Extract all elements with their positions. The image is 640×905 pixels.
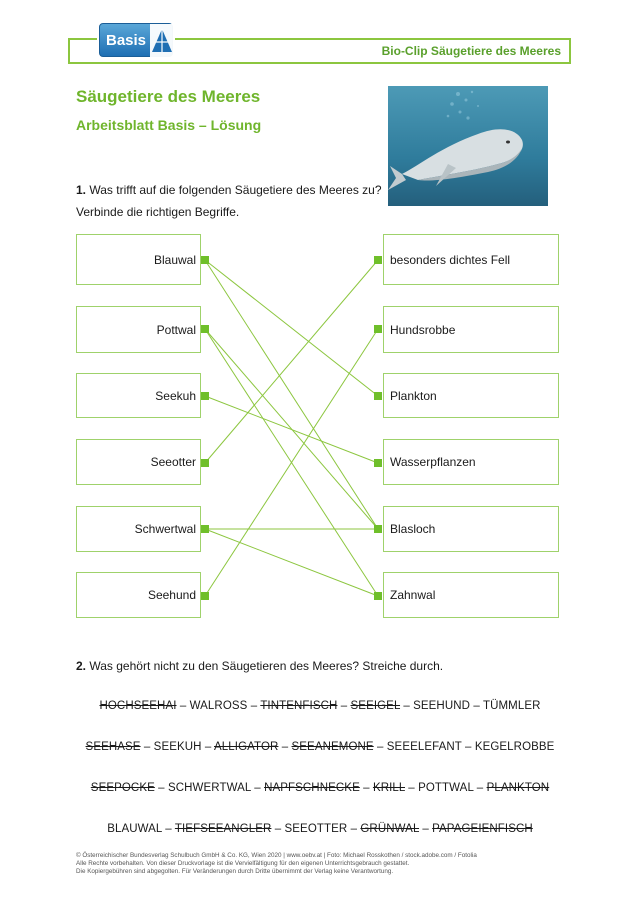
word-crossed-out[interactable]: TIEFSEEANGLER bbox=[174, 823, 272, 835]
word-crossed-out[interactable]: HOCHSEEHAI bbox=[99, 700, 177, 712]
word-separator: – bbox=[247, 700, 261, 712]
right-connector-dot[interactable] bbox=[374, 256, 382, 264]
left-label: Blauwal bbox=[153, 252, 196, 267]
word-kept[interactable]: SEEHUND bbox=[413, 700, 471, 712]
right-connector-dot[interactable] bbox=[374, 392, 382, 400]
task1-line1: Was trifft auf die folgenden Säugetiere des Meeres zu? bbox=[89, 183, 382, 197]
word-separator: – bbox=[271, 823, 285, 835]
task2-text: Was gehört nicht zu den Säugetieren des Meeres? Streiche durch. bbox=[89, 659, 444, 673]
left-label: Seehund bbox=[147, 588, 196, 602]
left-connector-dot[interactable] bbox=[201, 256, 209, 264]
right-connector-dot[interactable] bbox=[374, 525, 382, 533]
page-title: Säugetiere des Meeres bbox=[76, 87, 261, 106]
word-separator: – bbox=[470, 700, 483, 712]
header-title: Bio-Clip Säugetiere des Meeres bbox=[381, 44, 561, 58]
word-separator: – bbox=[359, 782, 373, 794]
word-kept[interactable]: SEEKUH bbox=[153, 741, 202, 753]
word-kept[interactable]: KEGELROBBE bbox=[474, 741, 555, 753]
left-connector-dot[interactable] bbox=[201, 592, 209, 600]
left-box-seehund[interactable] bbox=[76, 572, 201, 618]
right-connector-dot[interactable] bbox=[374, 325, 382, 333]
word-crossed-out[interactable]: SEEPOCKE bbox=[90, 782, 155, 794]
word-crossed-out[interactable]: SEEHASE bbox=[85, 741, 141, 753]
left-connector-dot[interactable] bbox=[201, 459, 209, 467]
word-separator: – bbox=[154, 782, 168, 794]
right-box-blasloch[interactable] bbox=[383, 506, 559, 552]
word-separator: – bbox=[140, 741, 154, 753]
logo-text: Basis bbox=[106, 32, 147, 49]
task1-instruction: Verbinde die richtigen Begriffe. bbox=[76, 205, 240, 219]
word-separator: – bbox=[400, 700, 414, 712]
footer bbox=[76, 852, 477, 876]
left-connector-dot[interactable] bbox=[201, 325, 209, 333]
left-box-schwertwal[interactable] bbox=[76, 506, 201, 552]
word-separator: – bbox=[373, 741, 387, 753]
word-kept[interactable]: BLAUWAL bbox=[107, 823, 162, 835]
right-box-fell[interactable] bbox=[383, 234, 559, 285]
left-label: Seeotter bbox=[150, 455, 196, 469]
footer-line: Die Kopiergebühren sind abgegolten. Für Veränderungen durch Dritte übernimmt der Verlag keine Verantwortung. bbox=[76, 868, 394, 875]
word-kept[interactable]: SEEOTTER bbox=[284, 823, 348, 835]
left-box-pottwal[interactable] bbox=[76, 306, 201, 353]
word-row bbox=[0, 782, 640, 794]
left-box-seeotter[interactable] bbox=[76, 439, 201, 485]
left-connector-dot[interactable] bbox=[201, 525, 209, 533]
word-separator: – bbox=[419, 823, 433, 835]
right-label: Blasloch bbox=[390, 522, 436, 536]
footer-line: Alle Rechte vorbehalten. Von dieser Druckvorlage ist die Vervielfältigung für den eigenen Unterrichtsgebrauch gestattet. bbox=[76, 860, 410, 867]
right-connector-dot[interactable] bbox=[374, 592, 382, 600]
right-label: Plankton bbox=[390, 388, 437, 403]
word-row bbox=[0, 741, 640, 753]
right-label: Wasserpflanzen bbox=[390, 455, 476, 469]
right-box-zahnwal[interactable] bbox=[383, 572, 559, 618]
word-separator: – bbox=[278, 741, 292, 753]
left-box-blauwal[interactable] bbox=[76, 234, 201, 285]
left-label: Schwertwal bbox=[134, 522, 196, 536]
word-crossed-out[interactable]: GRÜNWAL bbox=[360, 823, 420, 835]
right-label: Hundsrobbe bbox=[390, 322, 456, 337]
word-separator: – bbox=[461, 741, 475, 753]
word-separator: – bbox=[473, 782, 487, 794]
word-separator: – bbox=[162, 823, 175, 835]
word-crossed-out[interactable]: TINTENFISCH bbox=[260, 700, 338, 712]
page-subtitle: Arbeitsblatt Basis – Lösung bbox=[76, 117, 262, 133]
left-label: Seekuh bbox=[155, 388, 196, 403]
word-separator: – bbox=[250, 782, 265, 794]
word-crossed-out[interactable]: PAPAGEIENFISCH bbox=[432, 823, 533, 835]
word-kept[interactable]: WALROSS bbox=[189, 700, 248, 712]
word-separator: – bbox=[201, 741, 215, 753]
word-separator: – bbox=[404, 782, 419, 794]
right-box-wasserpflanzen[interactable] bbox=[383, 439, 559, 485]
task1-number: 1. bbox=[76, 183, 87, 197]
word-crossed-out[interactable]: SEEIGEL bbox=[350, 700, 401, 712]
word-separator: – bbox=[337, 700, 351, 712]
word-kept[interactable]: SCHWERTWAL bbox=[167, 782, 251, 794]
word-kept[interactable]: POTTWAL bbox=[418, 782, 474, 794]
left-connector-dot[interactable] bbox=[201, 392, 209, 400]
word-kept[interactable]: TÜMMLER bbox=[482, 700, 541, 712]
word-crossed-out[interactable]: KRILL bbox=[372, 782, 405, 794]
word-crossed-out[interactable]: PLANKTON bbox=[486, 782, 550, 794]
right-box-plankton[interactable] bbox=[383, 373, 559, 418]
word-crossed-out[interactable]: NAPFSCHNECKE bbox=[264, 782, 360, 794]
word-kept[interactable]: SEEELEFANT bbox=[386, 741, 462, 753]
task2-number: 2. bbox=[76, 659, 87, 673]
right-connector-dot[interactable] bbox=[374, 459, 382, 467]
task2-question bbox=[76, 659, 443, 673]
footer-line: © Österreichischer Bundesverlag Schulbuch GmbH & Co. KG, Wien 2020 | www.oebv.at | Foto: Michael Rosskothen / stock.adobe.com / Fotolia bbox=[76, 852, 477, 859]
left-label: Pottwal bbox=[156, 322, 196, 337]
left-box-seekuh[interactable] bbox=[76, 373, 201, 418]
word-separator: – bbox=[176, 700, 190, 712]
word-row bbox=[0, 700, 640, 712]
right-label: besonders dichtes Fell bbox=[390, 252, 511, 267]
word-separator: – bbox=[347, 823, 361, 835]
right-box-hundsrobbe[interactable] bbox=[383, 306, 559, 353]
right-label: Zahnwal bbox=[390, 588, 436, 602]
word-row bbox=[0, 823, 640, 835]
word-crossed-out[interactable]: ALLIGATOR bbox=[214, 741, 279, 753]
word-crossed-out[interactable]: SEEANEMONE bbox=[291, 741, 374, 753]
